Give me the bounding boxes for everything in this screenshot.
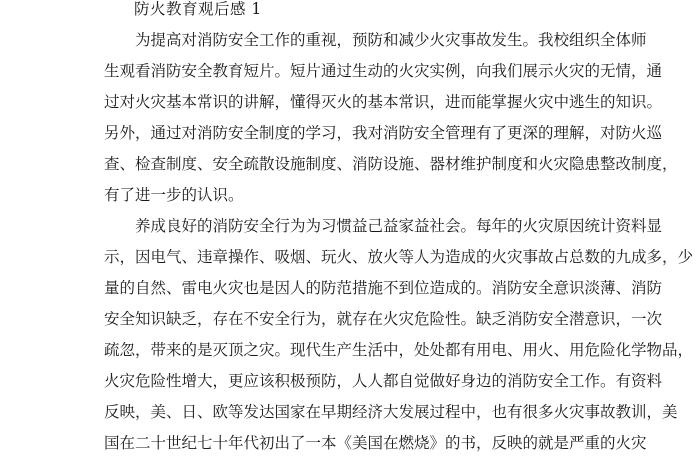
paragraph-line: 示，因电气、违章操作、吸烟、玩火、放火等人为造成的火灾事故占总数的九成多，少: [104, 248, 694, 266]
paragraph-line: 火灾危险性增大，更应该积极预防，人人都自觉做好身边的消防安全工作。有资料: [104, 372, 663, 390]
paragraph-line: 量的自然、雷电火灾也是因人的防范措施不到位造成的。消防安全意识淡薄、消防: [104, 279, 663, 297]
paragraph-line: 养成良好的消防安全行为为习惯益己益家益社会。每年的火灾原因统计资料显: [135, 217, 663, 235]
paragraph-line: 查、检查制度、安全疏散设施制度、消防设施、器材维护制度和火灾隐患整改制度，: [104, 155, 678, 173]
paragraph-line: 安全知识缺乏，存在不安全行为，就存在火灾危险性。缺乏消防安全潜意识，一次: [104, 310, 663, 328]
paragraph-line: 反映，美、日、欧等发达国家在早期经济大发展过程中，也有很多火灾事故教训，美: [104, 403, 678, 421]
paragraph-line: 国在二十世纪七十年代初出了一本《美国在燃烧》的书，反映的就是严重的火灾: [104, 434, 647, 452]
paragraph-line: 过对火灾基本常识的讲解，懂得灭火的基本常识，进而能掌握火灾中逃生的知识。: [104, 93, 663, 111]
paragraph-line: 生观看消防安全教育短片。短片通过生动的火灾实例，向我们展示火灾的无情，通: [104, 62, 663, 80]
paragraph-line: 有了进一步的认识。: [104, 186, 244, 204]
document-title: 防火教育观后感 1: [134, 0, 262, 18]
paragraph-line: 为提高对消防安全工作的重视，预防和减少火灾事故发生。我校组织全体师: [135, 31, 647, 49]
paragraph-line: 疏忽，带来的是灭顶之灾。现代生产生活中，处处都有用电、用火、用危险化学物品，: [104, 341, 694, 359]
paragraph-line: 另外，通过对消防安全制度的学习，我对消防安全管理有了更深的理解，对防火巡: [104, 124, 663, 142]
